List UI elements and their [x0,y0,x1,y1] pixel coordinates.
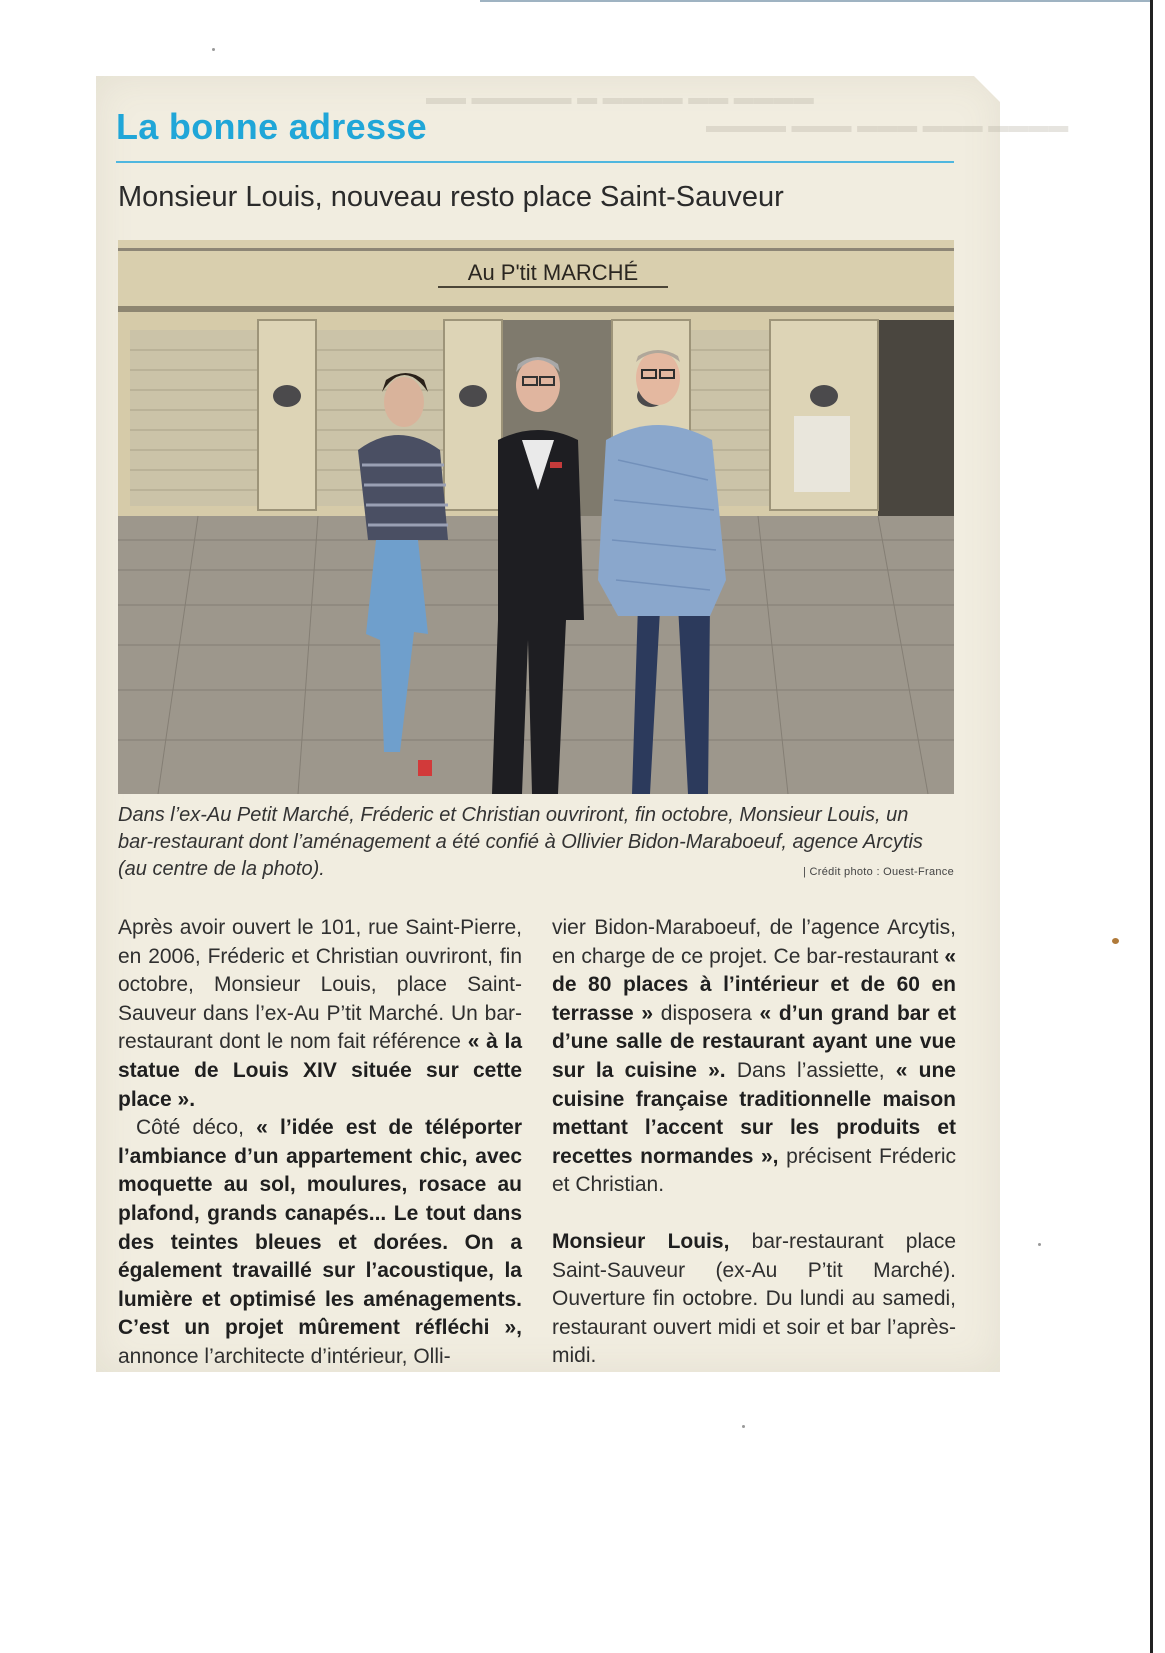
venue-name: Monsieur Louis, [552,1229,730,1253]
scan-speck [1112,938,1119,944]
rubric-divider [116,161,954,163]
scan-top-edge [480,0,1152,2]
red-shoe [418,760,432,776]
text-run: Après avoir ouvert le 101, rue Saint-Pierre, en 2006, Fréderic et Christian ouvriront, fin octobre, Monsieur Louis, place Saint-Sauveur dans l’ex-Au P’tit Marché. Un bar-restaurant dont le nom fait référence [118,916,522,1054]
bleed-through-text: ▬▬ ▬▬▬▬▬ ▬ ▬▬▬▬ ▬▬ ▬▬▬▬ [426,87,814,109]
storefront-sign: Au P'tit MARCHÉ [467,260,639,285]
text-run: bar-restaurant place Saint-Sauveur (ex-Au P’tit Marché). Ouverture fin octobre. Du lundi au samedi, restaurant ouvert midi et soir et bar l’après-midi. [552,1229,956,1368]
quote-bold: « à la statue de Louis XIV située sur cette place ». [118,1030,523,1111]
scan-speck [742,1425,745,1428]
scan-right-edge [1150,0,1153,1653]
text-run: Côté déco, [136,1116,257,1140]
shutter [130,330,258,506]
quote-bold: « l’idée est de téléporter l’ambiance d’un appartement chic, avec moquette au sol, moulures, rosace au plafond, grands canapés... Le tout dans des teintes bleues et dorées. On a également travaillé sur l’acoustique, la lumière et optimisé les aménagements. C’est un projet mûrement réfléchi », [118,1116,522,1340]
text-run: Dans l’assiette, [725,1058,896,1082]
torn-corner [974,76,1000,102]
paragraph [118,914,522,1114]
facade-ledge [118,306,954,312]
text-run: disposera [653,1001,760,1025]
info-box [552,1228,956,1371]
scan-speck [212,48,215,51]
text-run: annonce l’architecte d’intérieur, Olli- [118,1344,451,1368]
scan-speck [1038,1243,1041,1246]
quote-bold: « une cuisine française traditionnelle maison mettant l’accent sur les produits et recettes normandes », [552,1058,956,1168]
article-column-right [552,914,956,1371]
article-headline: Monsieur Louis, nouveau resto place Saint-Sauveur [118,181,784,213]
photo-credit: | Crédit photo : Ouest-France [803,866,954,878]
doorway-right [878,320,954,516]
text-run: précisent Fréderic et Christian. [552,1144,956,1197]
article-photo [118,240,954,794]
pocket-square [550,462,562,468]
article-column-left [118,914,522,1372]
quote-bold: « d’un grand bar et d’une salle de restaurant ayant une vue sur la cuisine ». [552,1001,956,1082]
storefront-photo [118,240,954,794]
notice-board [794,416,850,492]
paragraph [118,1114,522,1371]
quote-bold: « de 80 places à l’intérieur et de 60 en terrasse » [552,944,956,1025]
newspaper-clipping [96,76,1069,1372]
text-run: vier Bidon-Maraboeuf, de l’agence Arcytis, en charge de ce projet. Ce bar-restaurant [552,916,956,968]
bleed-through-text: ▬▬▬▬ ▬▬▬ ▬▬▬ ▬▬▬ ▬▬▬▬ [706,115,1069,137]
sign-underline [438,286,668,288]
rubric-title: La bonne adresse [116,106,427,147]
facade-moulding [118,248,954,251]
paragraph [552,914,956,1200]
photo-caption: Dans l’ex-Au Petit Marché, Fréderic et Christian ouvriront, fin octobre, Monsieur Louis, un bar-restaurant dont l’aménagement a été confié à Ollivier Bidon-Maraboeuf, agence Arcytis (au centre de la photo). [118,804,923,880]
